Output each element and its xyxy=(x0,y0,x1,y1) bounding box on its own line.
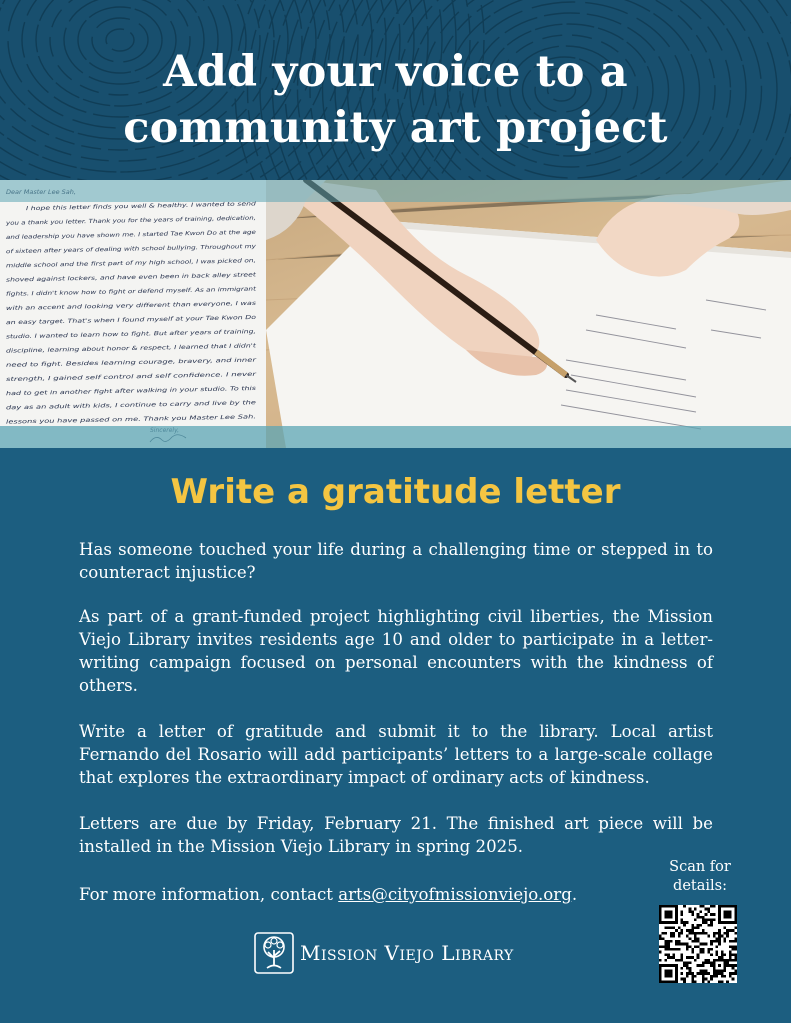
scan-label-line-1: Scan for xyxy=(669,859,731,875)
letter-line: studio. I wanted to learn how to fight. But after years of training, xyxy=(5,330,188,341)
photo-band-bottom-stripe xyxy=(0,426,791,448)
library-logo xyxy=(254,932,554,974)
paragraph-campaign: As part of a grant-funded project highlighting civil liberties, the Mission Viejo Library invites residents age 10 and older to participate in a letter-writing campaign focused on personal encounters with the kindness of others. xyxy=(79,607,713,695)
library-name: Mission Viejo Library xyxy=(300,941,514,965)
paragraph-intro: Has someone touched your life during a challenging time or stepped in to counteract injustice? xyxy=(79,540,713,582)
letter-line: need to fight. Besides learning courage, bravery, and inner xyxy=(5,359,172,369)
letter-line: day as an adult with kids, I continue to carry and live by the xyxy=(5,401,175,412)
section-heading: Write a gratitude letter xyxy=(170,472,621,512)
tree-icon xyxy=(254,932,294,974)
writing-hands-photo xyxy=(266,180,791,448)
paragraph-deadline: Letters are due by Friday, February 21. The finished art piece will be installed in the Mission Viejo Library in spring 2025. xyxy=(79,814,713,856)
letter-line: discipline, learning about honor & respect, I learned that I didn't xyxy=(5,344,187,355)
contact-prefix: For more information, contact xyxy=(79,885,339,904)
letter-line: fights. I didn't know how to fight or defend myself. As an immigrant xyxy=(5,287,196,298)
paragraph-contact xyxy=(79,883,713,906)
headline-line-2: community art project xyxy=(123,103,668,153)
letter-line: strength, I gained self control and self confidence. I never xyxy=(5,373,169,383)
headline xyxy=(0,44,791,156)
letter-line: an easy target. That's when I found myself at your Tae Kwon Do xyxy=(5,316,186,327)
paragraph-instructions: Write a letter of gratitude and submit it to the library. Local artist Fernando del Rosario will add participants’ letters to a large-scale collage that explores the extraordinary impact of ordinary acts of kindness. xyxy=(79,722,713,787)
letter-line: lessons you have passed on me. Thank you Master Lee Sah. xyxy=(5,416,175,426)
letter-line: and leadership you have shown me. I started Tae Kwon Do at the age xyxy=(5,230,202,241)
photo-band-top-stripe xyxy=(0,180,791,202)
letter-line: with an accent and looking very different than everyone, I was xyxy=(5,302,182,312)
letter-line: middle school and the first part of my high school, I was picked on, xyxy=(5,259,195,270)
contact-email-link[interactable]: arts@cityofmissionviejo.org xyxy=(338,885,572,904)
letter-line: you a thank you letter. Thank you for the years of training, dedication, xyxy=(5,216,204,227)
handwritten-letter-image xyxy=(0,180,266,448)
header-banner xyxy=(0,0,791,180)
headline-line-1: Add your voice to a xyxy=(163,47,628,97)
letter-line: had to get in another fight after walking in your studio. To this xyxy=(5,387,181,398)
qr-code[interactable] xyxy=(659,905,737,983)
scan-label-line-2: details: xyxy=(673,878,727,894)
scan-label xyxy=(660,858,740,896)
letter-line: shoved against lockers, and have even been in back alley street xyxy=(5,273,187,284)
letter-line: I hope this letter finds you well & healthy. I wanted to send xyxy=(25,202,192,213)
letter-line: of sixteen after years of dealing with school bullying. Throughout my xyxy=(5,245,200,256)
contact-suffix: . xyxy=(571,885,578,904)
